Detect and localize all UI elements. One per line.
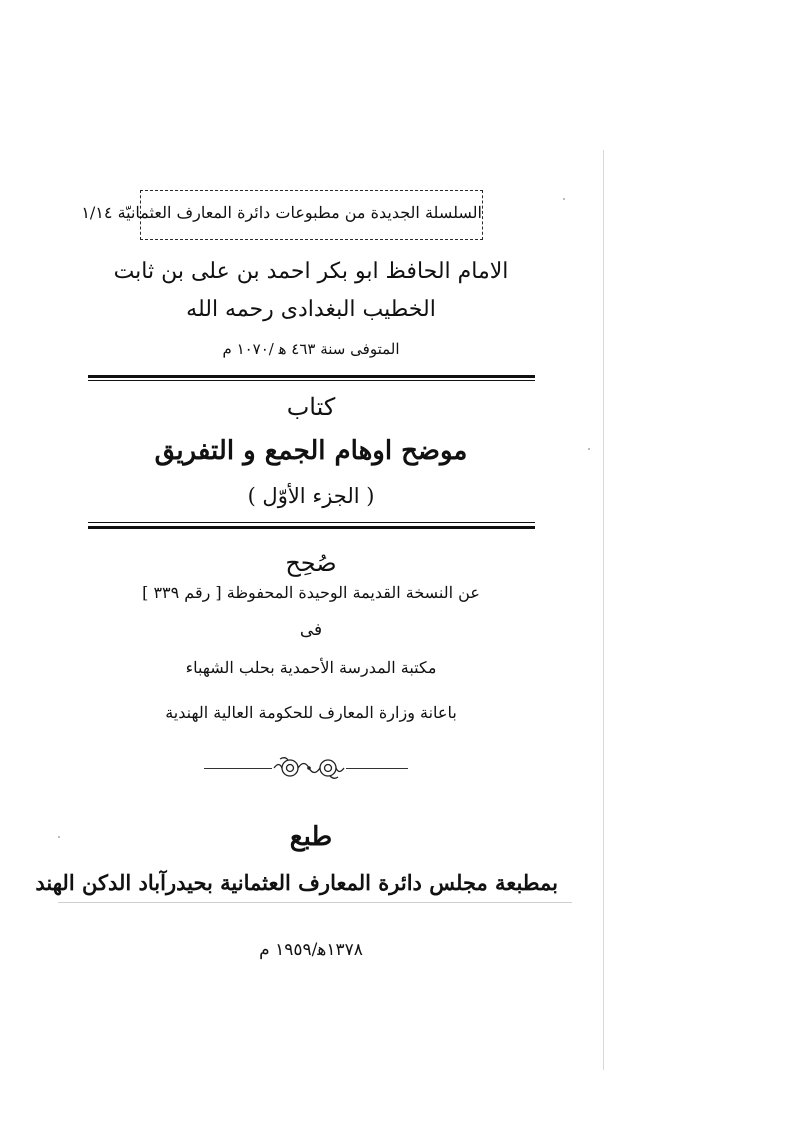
bottom-rule-thin xyxy=(88,522,535,523)
author-name-line1: الامام الحافظ ابو بكر احمد بن على بن ثابت xyxy=(113,259,509,284)
press-underline xyxy=(58,902,572,903)
corrected-label: صُحِح xyxy=(285,549,337,577)
ornament-line-left xyxy=(204,768,272,769)
bottom-rule-thick xyxy=(88,526,535,529)
author-name-line2: الخطيب البغدادى رحمه الله xyxy=(186,297,436,322)
press-name: بمطبعة مجلس دائرة المعارف العثمانية بحيدرآباد الدكن الهند xyxy=(35,870,558,895)
scan-speck xyxy=(588,448,590,450)
scan-speck xyxy=(563,198,565,200)
top-rule-thick xyxy=(88,375,535,378)
book-title: موضح اوهام الجمع و التفريق xyxy=(154,436,468,466)
kitab-label: كتاب xyxy=(286,393,336,421)
ornament-flourish xyxy=(272,754,346,782)
manuscript-source: عن النسخة القديمة الوحيدة المحفوظة [ رقم ٣٣٩ ] xyxy=(142,583,480,602)
ornament-line-right xyxy=(346,768,408,769)
series-box xyxy=(81,190,483,240)
library-name: مكتبة المدرسة الأحمدية بحلب الشهباء xyxy=(185,658,437,677)
top-rule-thin xyxy=(88,380,535,381)
page-fold-line xyxy=(603,150,604,1070)
series-text: السلسلة الجديدة من مطبوعات دائرة المعارف العثمانيّة ١/١٤ xyxy=(81,203,482,222)
ministry-support: باعانة وزارة المعارف للحكومة العالية الهندية xyxy=(165,703,457,722)
scan-speck xyxy=(58,836,60,838)
printed-label: طبع xyxy=(289,822,333,852)
volume-label: ( الجزء الأوّل ) xyxy=(247,484,375,508)
publication-date: ١٣٧٨ﻫ/١٩٥٩ م xyxy=(259,940,363,960)
fi-label: فى xyxy=(299,620,323,640)
author-death-date: المتوفى سنة ٤٦٣ ﻫ /١٠٧٠ م xyxy=(222,340,400,358)
